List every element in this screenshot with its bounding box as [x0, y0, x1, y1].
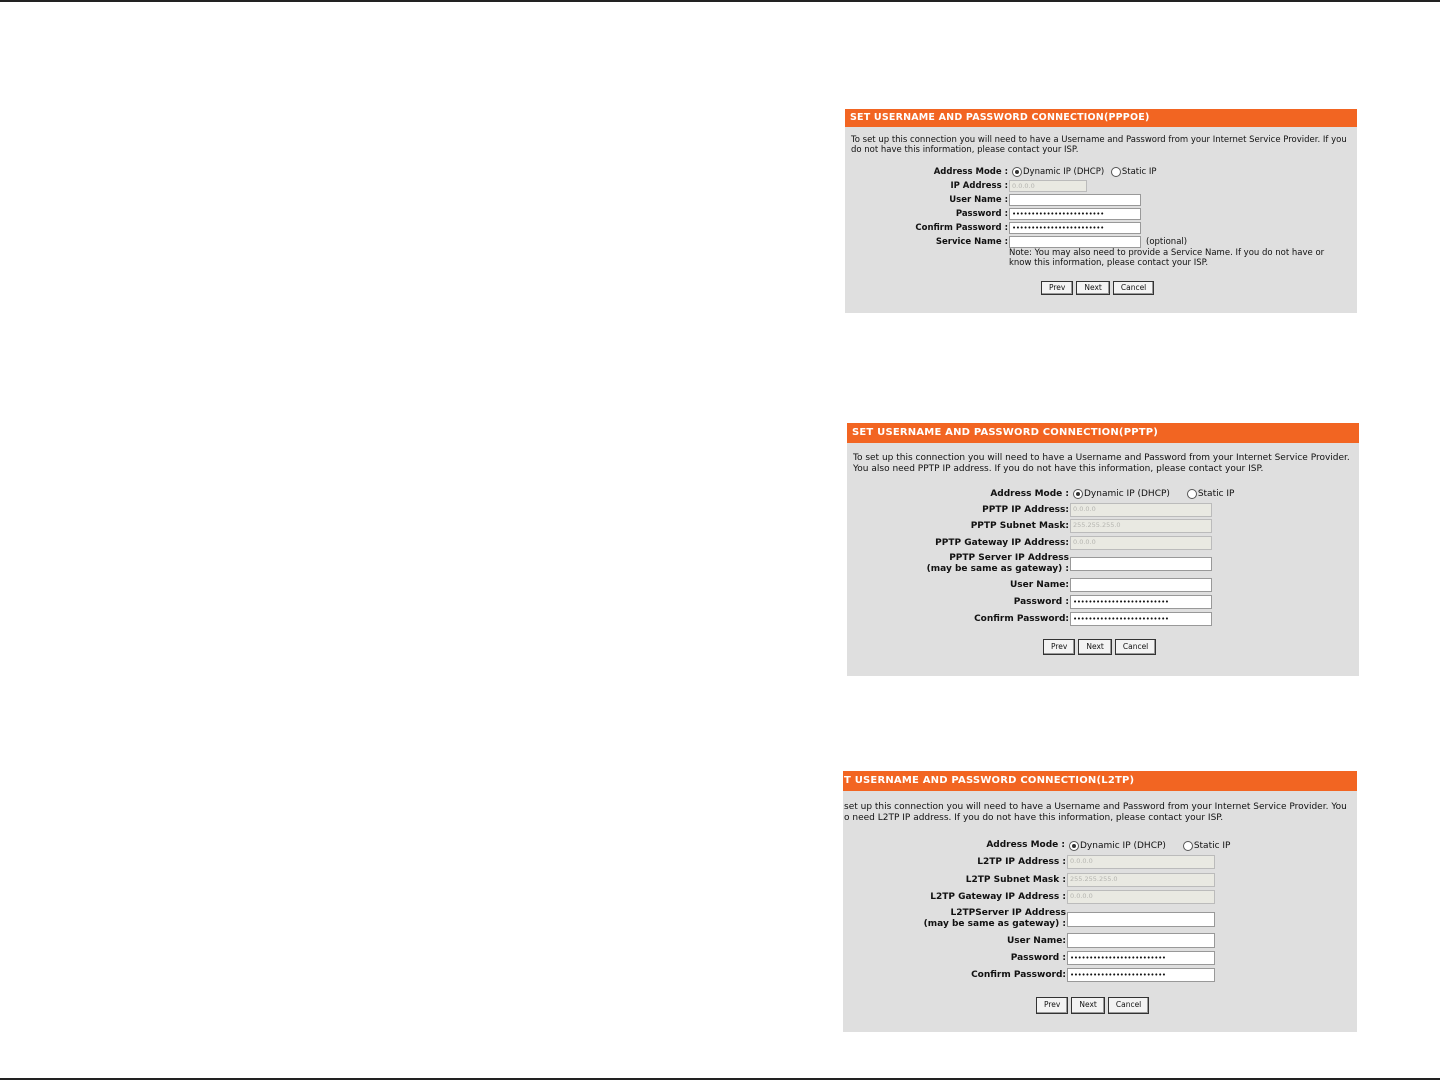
pptp-server-field[interactable]	[1070, 557, 1212, 571]
username-field[interactable]	[1070, 578, 1212, 592]
l2tp-server-label-line1: L2TPServer IP Address	[950, 908, 1066, 918]
next-button[interactable]: Next	[1071, 997, 1104, 1014]
pptp-ip-label: PPTP IP Address:	[982, 505, 1069, 515]
cancel-button[interactable]: Cancel	[1115, 639, 1156, 655]
radio-dynamic[interactable]	[1073, 489, 1083, 499]
pptp-mask-label: PPTP Subnet Mask:	[970, 521, 1069, 531]
pptp-ip-field[interactable]: 0.0.0.0	[1070, 503, 1212, 517]
confirm-password-field[interactable]: •••••••••••••••••••••••••	[1070, 612, 1212, 626]
l2tp-panel	[843, 771, 1357, 1032]
pptp-description: To set up this connection you will need to have a Username and Password from your Internet Service Provider. You also need PPTP IP address. If you do not have this information, please contact your ISP.	[853, 453, 1350, 474]
l2tp-gateway-field[interactable]: 0.0.0.0	[1067, 890, 1215, 904]
button-row	[1043, 639, 1159, 655]
address-mode-radios	[1069, 840, 1231, 852]
pptp-panel	[847, 423, 1359, 676]
pptp-mask-field[interactable]: 255.255.255.0	[1070, 519, 1212, 533]
username-label: User Name :	[949, 195, 1008, 205]
pptp-gateway-label: PPTP Gateway IP Address:	[935, 538, 1069, 548]
cancel-button[interactable]: Cancel	[1113, 281, 1154, 295]
pptp-server-label-line1: PPTP Server IP Address	[949, 553, 1069, 563]
pptp-server-label-line2: (may be same as gateway) :	[926, 564, 1069, 574]
confirm-password-label: Confirm Password:	[974, 614, 1069, 624]
radio-dynamic-label: Dynamic IP (DHCP)	[1023, 167, 1105, 177]
pppoe-header: SET USERNAME AND PASSWORD CONNECTION(PPPOE)	[845, 109, 1357, 127]
pppoe-panel	[845, 109, 1357, 313]
address-mode-label: Address Mode :	[933, 167, 1008, 177]
password-label: Password :	[1013, 597, 1069, 607]
pppoe-description: To set up this connection you will need to have a Username and Password from your Internet Service Provider. If you do not have this information, please contact your ISP.	[851, 135, 1347, 155]
button-row	[1041, 281, 1157, 295]
pptp-header: SET USERNAME AND PASSWORD CONNECTION(PPTP)	[847, 423, 1359, 443]
cancel-button[interactable]: Cancel	[1108, 997, 1149, 1014]
next-button[interactable]: Next	[1076, 281, 1109, 295]
password-label: Password :	[955, 209, 1008, 219]
l2tp-ip-field[interactable]: 0.0.0.0	[1067, 855, 1215, 869]
service-note: Note: You may also need to provide a Service Name. If you do not have or know this information, please contact your ISP.	[1009, 248, 1325, 268]
ip-address-label: IP Address :	[950, 181, 1008, 191]
l2tp-header: T USERNAME AND PASSWORD CONNECTION(L2TP)	[843, 771, 1357, 791]
username-label: User Name:	[1006, 936, 1066, 946]
radio-static-label: Static IP	[1197, 489, 1235, 499]
radio-static-label: Static IP	[1193, 841, 1231, 851]
service-name-label: Service Name :	[935, 237, 1008, 247]
optional-text: (optional)	[1146, 237, 1188, 247]
pptp-gateway-field[interactable]: 0.0.0.0	[1070, 536, 1212, 550]
radio-static[interactable]	[1187, 489, 1197, 499]
confirm-password-label: Confirm Password:	[971, 970, 1066, 980]
l2tp-server-field[interactable]	[1067, 912, 1215, 927]
password-field[interactable]: ••••••••••••••••••••••••	[1009, 208, 1141, 220]
address-mode-radios	[1012, 166, 1157, 178]
radio-static[interactable]	[1111, 167, 1121, 177]
username-field[interactable]	[1067, 933, 1215, 948]
confirm-password-label: Confirm Password :	[915, 223, 1008, 233]
radio-static[interactable]	[1183, 841, 1193, 851]
top-rule	[0, 0, 1440, 2]
password-field[interactable]: •••••••••••••••••••••••••	[1070, 595, 1212, 609]
service-name-field[interactable]	[1009, 236, 1141, 248]
radio-dynamic-label: Dynamic IP (DHCP)	[1084, 489, 1170, 499]
l2tp-gateway-label: L2TP Gateway IP Address :	[930, 892, 1066, 902]
username-field[interactable]	[1009, 194, 1141, 206]
address-mode-radios	[1073, 488, 1235, 500]
l2tp-server-label-line2: (may be same as gateway) :	[923, 919, 1066, 929]
username-label: User Name:	[1009, 580, 1069, 590]
address-mode-label: Address Mode :	[990, 489, 1069, 499]
l2tp-description: set up this connection you will need to have a Username and Password from your Internet Service Provider. You o need L2TP IP address. If you do not have this information, please contact your ISP.	[844, 802, 1347, 823]
password-field[interactable]: •••••••••••••••••••••••••	[1067, 951, 1215, 965]
confirm-password-field[interactable]: •••••••••••••••••••••••••	[1067, 968, 1215, 982]
radio-static-label: Static IP	[1121, 167, 1157, 177]
radio-dynamic[interactable]	[1069, 841, 1079, 851]
bottom-rule	[0, 1078, 1440, 1080]
l2tp-mask-field[interactable]: 255.255.255.0	[1067, 873, 1215, 887]
password-label: Password :	[1010, 953, 1066, 963]
prev-button[interactable]: Prev	[1043, 639, 1075, 655]
l2tp-mask-label: L2TP Subnet Mask :	[965, 875, 1066, 885]
button-row	[1036, 997, 1152, 1014]
next-button[interactable]: Next	[1078, 639, 1111, 655]
prev-button[interactable]: Prev	[1036, 997, 1068, 1014]
pptp-server-label	[847, 553, 1069, 575]
radio-dynamic[interactable]	[1012, 167, 1022, 177]
l2tp-ip-label: L2TP IP Address :	[977, 857, 1066, 867]
radio-dynamic-label: Dynamic IP (DHCP)	[1080, 841, 1166, 851]
address-mode-label: Address Mode :	[986, 840, 1065, 850]
prev-button[interactable]: Prev	[1041, 281, 1073, 295]
l2tp-server-label	[843, 908, 1066, 930]
ip-address-field[interactable]: 0.0.0.0	[1009, 180, 1087, 192]
confirm-password-field[interactable]: ••••••••••••••••••••••••	[1009, 222, 1141, 234]
